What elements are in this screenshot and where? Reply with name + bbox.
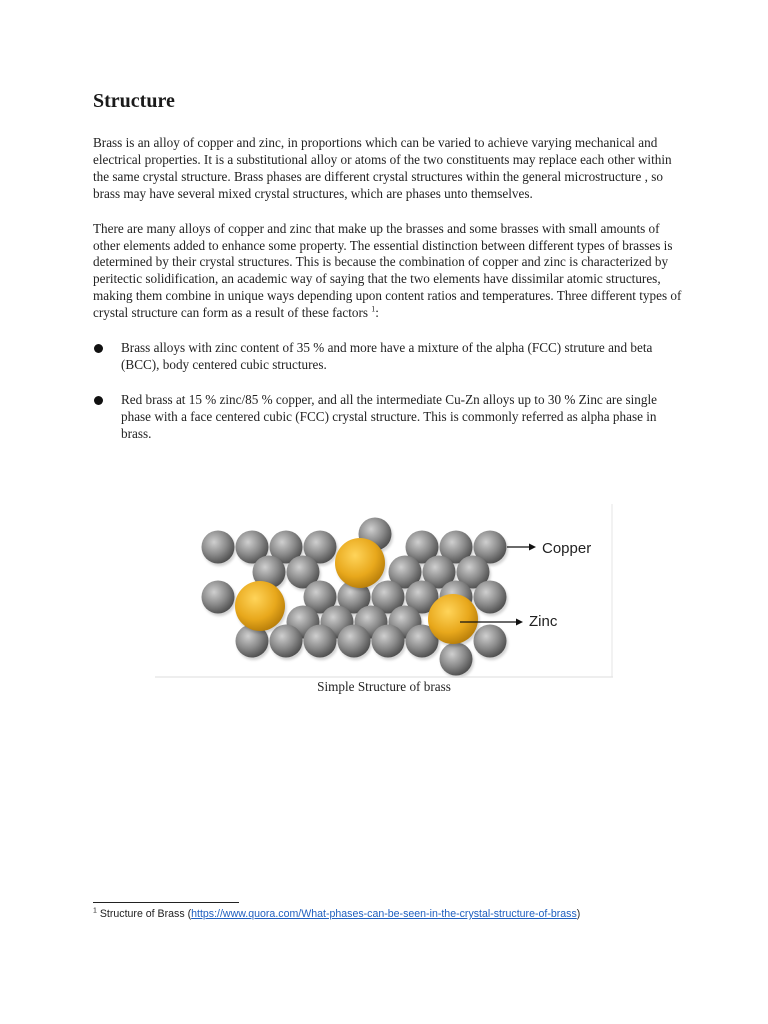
section-heading: Structure [93,90,175,112]
paragraph-alloys-end: : [375,305,379,321]
copper-atom [304,625,337,658]
zinc-atom [335,538,385,588]
copper-pointer [507,544,536,551]
bullet-item [93,392,683,443]
copper-atom [338,625,371,658]
atom-lattice [202,518,509,679]
copper-atom [474,581,507,614]
footnote-open-paren: ( [187,908,192,920]
copper-atom [474,625,507,658]
zinc-atom [235,581,285,631]
document-page [93,88,683,461]
footnote-separator [93,902,239,903]
copper-atom [440,643,473,676]
bullet-dot-icon [94,396,103,405]
paragraph-alloys [93,221,683,322]
footnote-title: Structure of Brass [99,908,185,920]
figure-caption: Simple Structure of brass [317,679,451,694]
copper-atom [202,581,235,614]
copper-atom [372,625,405,658]
paragraph-intro: Brass is an alloy of copper and zinc, in proportions which can be varied to achieve varying mechanical and electrical properties. It is a substitutional alloy or atoms of the two constituents may replace each other within the same crystal structure. Brass phases are different crystal structures within the general microstructure , so brass may have several mixed crystal structures, which are phases unto themselves. [93,135,672,201]
zinc-atom [428,594,478,644]
bullet-list [93,340,683,443]
paragraph-alloys-text: There are many alloys of copper and zinc that make up the brasses and some brasses with small amounts of other elements added to enhance some property. The essential distinction between different types of brasses is determined by their crystal structures. This is because the combination of copper and zinc is characterized by peritectic solidification, an academic way of saying that the two elements have dissimilar atomic structures, making them combine in unique ways depending upon content ratios and temperatures. Three different types of crystal structure can form as a result of these factors [93,220,682,321]
bullet-text: Red brass at 15 % zinc/85 % copper, and all the intermediate Cu-Zn alloys up to 30 % Zinc are single phase with a face centered cubic (FCC) crystal structure. This is commonly referred as alpha phase in brass. [121,391,657,441]
footnote-link[interactable]: https://www.quora.com/What-phases-can-be-seen-in-the-crystal-structure-of-brass [191,908,577,920]
bullet-text: Brass alloys with zinc content of 35 % and more have a mixture of the alpha (FCC) struture and beta (BCC), body centered cubic structures. [121,340,653,372]
footnote-close-paren: ) [576,908,581,920]
footnote-number: 1 [93,907,97,915]
zinc-label: Zinc [529,613,558,630]
brass-structure-diagram [155,504,613,678]
footnote-reference[interactable]: 1 [371,304,376,314]
bullet-dot-icon [94,344,103,353]
bullet-item [93,340,683,374]
brass-structure-figure [155,504,613,678]
footnote [93,907,580,921]
copper-label: Copper [542,540,592,557]
copper-atom [202,531,235,564]
